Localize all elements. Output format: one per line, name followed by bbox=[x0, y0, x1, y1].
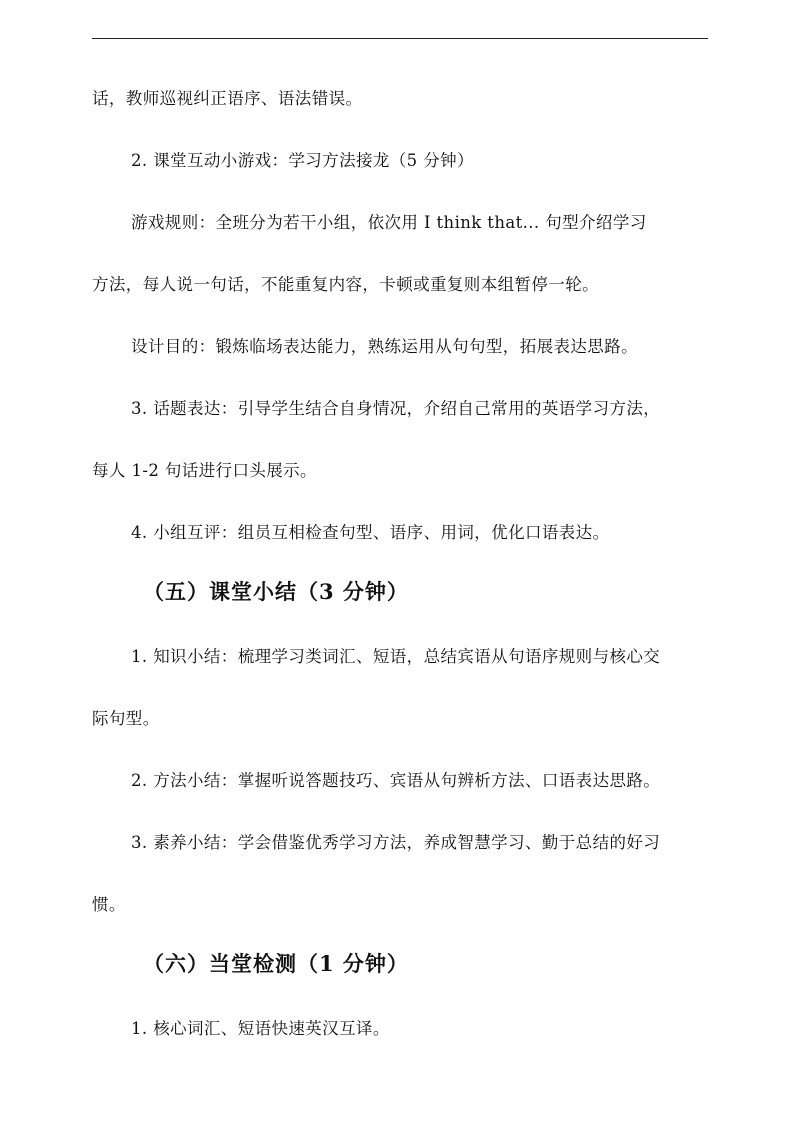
item-literacy-summary: 3. 素养小结：学会借鉴优秀学习方法，养成智慧学习、勤于总结的好习 bbox=[131, 833, 661, 852]
section-heading-test: （六）当堂检测（1 分钟） bbox=[143, 951, 409, 976]
paragraph-line: 惯。 bbox=[92, 895, 126, 914]
paragraph-line: 话，教师巡视纠正语序、语法错误。 bbox=[92, 89, 363, 108]
paragraph-line: 方法，每人说一句话，不能重复内容，卡顿或重复则本组暂停一轮。 bbox=[92, 275, 599, 294]
section-heading-summary: （五）课堂小结（3 分钟） bbox=[143, 579, 409, 604]
item-method-summary: 2. 方法小结：掌握听说答题技巧、宾语从句辨析方法、口语表达思路。 bbox=[131, 771, 661, 790]
paragraph-line: 际句型。 bbox=[92, 709, 160, 728]
item-game-title: 2. 课堂互动小游戏：学习方法接龙（5 分钟） bbox=[131, 151, 474, 170]
paragraph-line: 设计目的：锻炼临场表达能力，熟练运用从句句型，拓展表达思路。 bbox=[131, 337, 638, 356]
item-knowledge-summary: 1. 知识小结：梳理学习类词汇、短语，总结宾语从句语序规则与核心交 bbox=[131, 647, 661, 666]
item-peer-review: 4. 小组互评：组员互相检查句型、语序、用词，优化口语表达。 bbox=[131, 523, 610, 542]
item-vocab-translation: 1. 核心词汇、短语快速英汉互译。 bbox=[131, 1019, 390, 1038]
paragraph-line: 每人 1-2 句话进行口头展示。 bbox=[92, 461, 317, 480]
item-topic-expression: 3. 话题表达：引导学生结合自身情况，介绍自己常用的英语学习方法， bbox=[131, 399, 661, 418]
header-rule bbox=[92, 38, 708, 39]
paragraph-line: 游戏规则：全班分为若干小组，依次用 I think that... 句型介绍学习 bbox=[131, 213, 647, 232]
